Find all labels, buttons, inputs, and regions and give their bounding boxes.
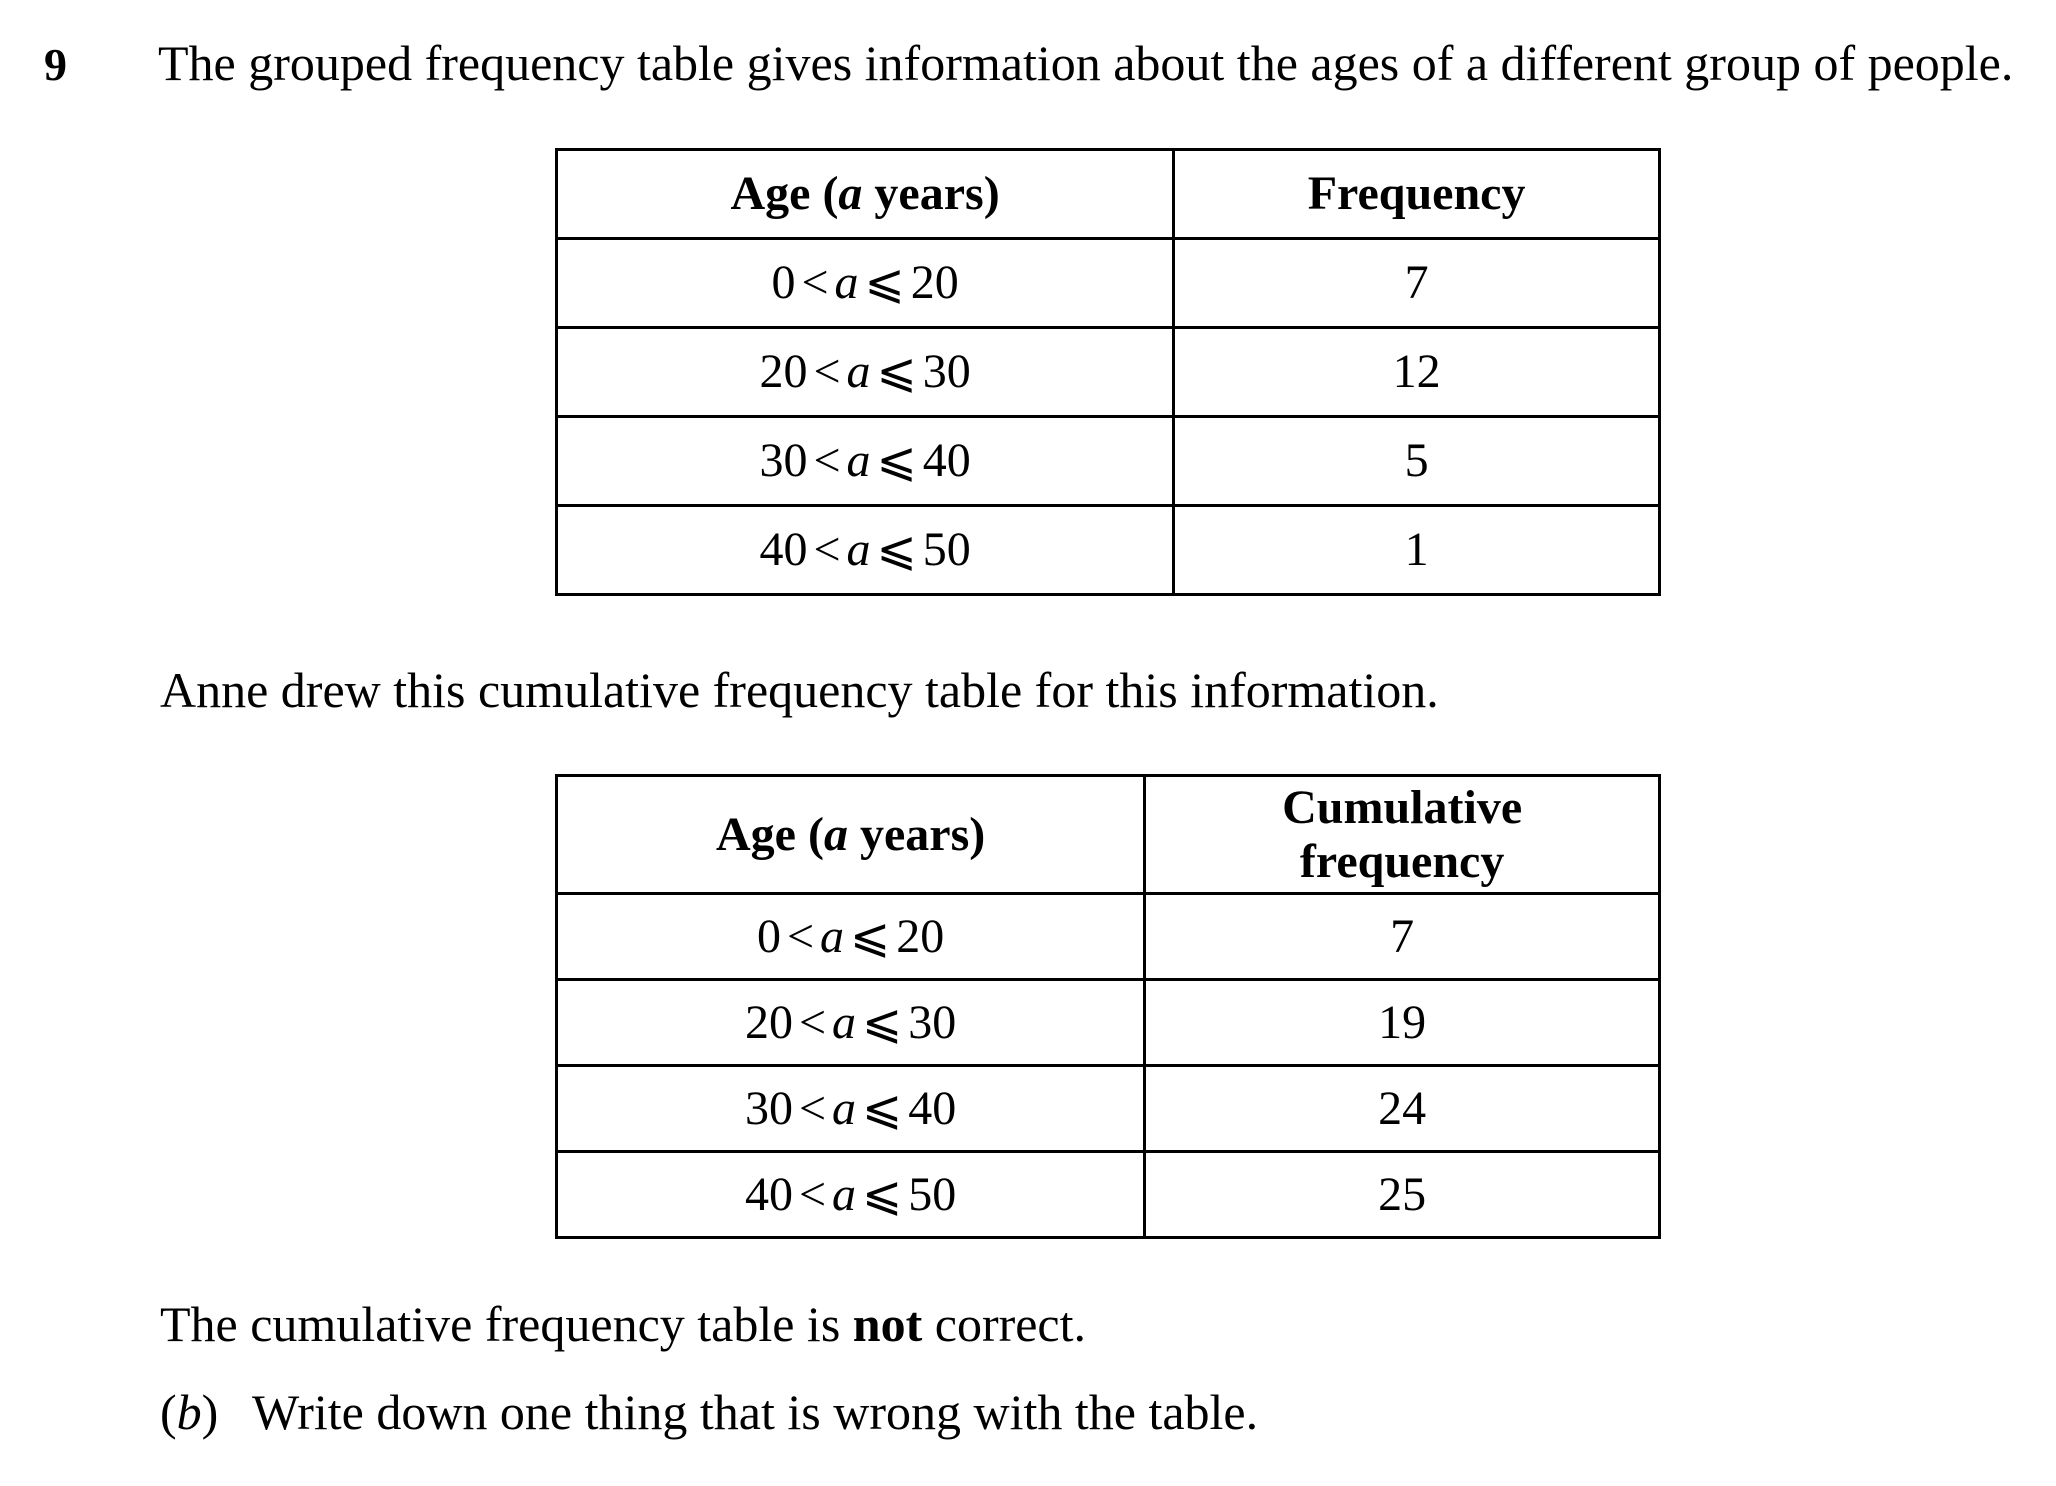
table-row: [557, 417, 1660, 506]
age-interval-cell: 20 < a ⩽ 30: [557, 328, 1174, 417]
table-row: [557, 1152, 1660, 1238]
age-column-header: Age (a years): [557, 150, 1174, 239]
age-interval-cell: 0 < a ⩽ 20: [557, 239, 1174, 328]
part-b-question: [160, 1383, 1258, 1441]
frequency-cell: 5: [1174, 417, 1660, 506]
part-b-label: (b): [160, 1384, 219, 1440]
frequency-cell: 7: [1174, 239, 1660, 328]
table-row: [557, 239, 1660, 328]
emphasis-not: not: [852, 1296, 923, 1352]
frequency-cell: 1: [1174, 506, 1660, 595]
table-row: [557, 1066, 1660, 1152]
age-interval-cell: 30 < a ⩽ 40: [557, 1066, 1145, 1152]
table-row: [557, 328, 1660, 417]
frequency-column-header: Frequency: [1174, 150, 1660, 239]
age-interval-cell: 40 < a ⩽ 50: [557, 506, 1174, 595]
part-b-text: Write down one thing that is wrong with the table.: [252, 1384, 1259, 1440]
age-column-header: Age (a years): [557, 776, 1145, 894]
table-row: [557, 894, 1660, 980]
age-interval-cell: 40 < a ⩽ 50: [557, 1152, 1145, 1238]
frequency-cell: 12: [1174, 328, 1660, 417]
cumulative-frequency-cell: 24: [1145, 1066, 1660, 1152]
cumulative-frequency-cell: 25: [1145, 1152, 1660, 1238]
anne-text: Anne drew this cumulative frequency table for this information.: [160, 662, 1439, 718]
table-row: [557, 506, 1660, 595]
table-row: [557, 980, 1660, 1066]
statement-text: The cumulative frequency table is not correct.: [160, 1296, 1087, 1352]
table-header-row: [557, 776, 1660, 894]
intro-text: The grouped frequency table gives information about the ages of a different group of people.: [158, 35, 2014, 91]
age-interval-cell: 20 < a ⩽ 30: [557, 980, 1145, 1066]
question-number: 9: [44, 39, 67, 90]
cumulative-frequency-column-header: Cumulative frequency: [1145, 776, 1660, 894]
cumulative-frequency-cell: 19: [1145, 980, 1660, 1066]
cumulative-frequency-table: [555, 774, 1661, 1239]
grouped-frequency-table: [555, 148, 1661, 596]
cumulative-frequency-cell: 7: [1145, 894, 1660, 980]
age-interval-cell: 30 < a ⩽ 40: [557, 417, 1174, 506]
age-interval-cell: 0 < a ⩽ 20: [557, 894, 1145, 980]
table-header-row: [557, 150, 1660, 239]
